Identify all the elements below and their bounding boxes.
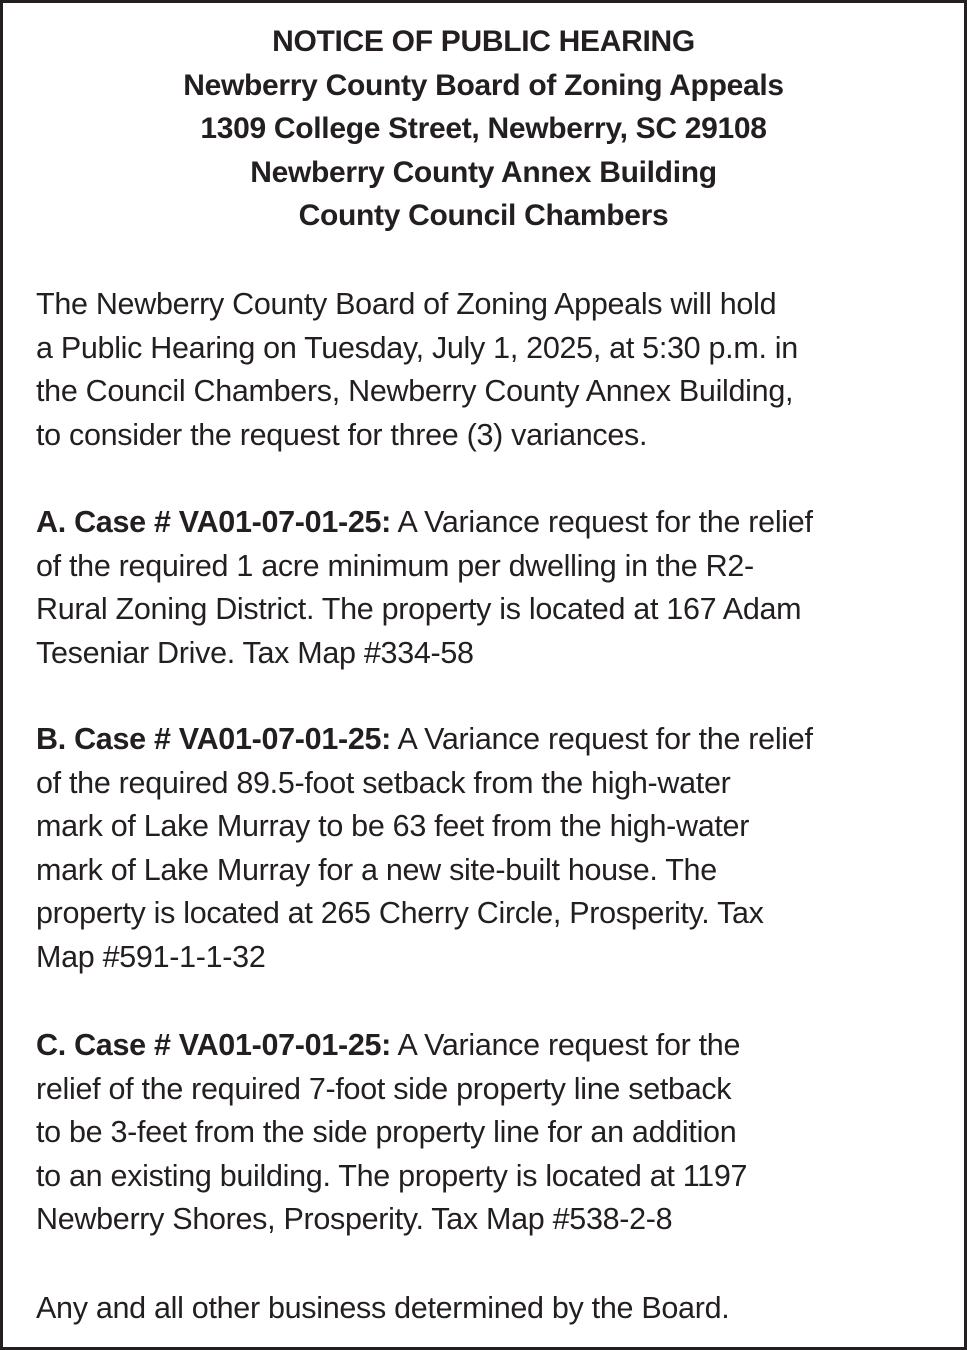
case-a-line: Teseniar Drive. Tax Map #334-58 xyxy=(36,635,474,670)
case-b-label: B. Case # VA01-07-01-25: xyxy=(36,722,392,756)
case-b-line: of the required 89.5-foot setback from the high-water xyxy=(36,765,731,800)
intro-line: a Public Hearing on Tuesday, July 1, 2025, at 5:30 p.m. in xyxy=(36,330,798,365)
intro-line: to consider the request for three (3) variances. xyxy=(36,417,648,452)
building-name: Newberry County Annex Building xyxy=(250,155,717,189)
case-c-line: to an existing building. The property is located at 1197 xyxy=(36,1158,748,1193)
case-b-line: Map #591-1-1-32 xyxy=(36,939,266,974)
case-b-first-line-text: A Variance request for the relief xyxy=(391,722,813,756)
notice-header xyxy=(3,20,964,238)
case-a-line: Rural Zoning District. The property is located at 167 Adam xyxy=(36,592,802,626)
case-a-paragraph xyxy=(36,501,941,675)
case-a-line: of the required 1 acre minimum per dwelling in the R2- xyxy=(36,548,754,583)
case-b-paragraph xyxy=(36,718,941,979)
case-c-paragraph xyxy=(36,1024,941,1242)
closing-paragraph xyxy=(36,1287,941,1331)
case-c-line: Newberry Shores, Prosperity. Tax Map #538-2-8 xyxy=(36,1202,673,1236)
case-b-line: property is located at 265 Cherry Circle, Prosperity. Tax xyxy=(36,896,764,930)
intro-line: the Council Chambers, Newberry County Annex Building, xyxy=(36,374,794,408)
case-b-first-line xyxy=(36,718,941,762)
case-c-line: relief of the required 7-foot side property line setback xyxy=(36,1071,732,1106)
case-a-first-line-text: A Variance request for the relief xyxy=(391,505,813,539)
case-c-line: to be 3-feet from the side property line for an addition xyxy=(36,1115,737,1149)
room-name: County Council Chambers xyxy=(298,199,669,232)
notice-title: NOTICE OF PUBLIC HEARING xyxy=(272,25,695,58)
intro-paragraph xyxy=(36,283,941,457)
organization-name: Newberry County Board of Zoning Appeals xyxy=(183,68,784,102)
case-c-first-line xyxy=(36,1024,941,1068)
case-c-first-line-text: A Variance request for the xyxy=(391,1028,741,1062)
case-b-line: mark of Lake Murray to be 63 feet from the high-water xyxy=(36,809,750,843)
case-c-label: C. Case # VA01-07-01-25: xyxy=(36,1028,392,1062)
case-a-first-line xyxy=(36,501,941,545)
closing-line: Any and all other business determined by the Board. xyxy=(36,1291,730,1325)
address-line: 1309 College Street, Newberry, SC 29108 xyxy=(200,112,767,145)
case-b-line: mark of Lake Murray for a new site-built house. The xyxy=(36,852,717,887)
case-a-label: A. Case # VA01-07-01-25: xyxy=(36,505,392,539)
intro-line: The Newberry County Board of Zoning Appeals will hold xyxy=(36,287,777,321)
